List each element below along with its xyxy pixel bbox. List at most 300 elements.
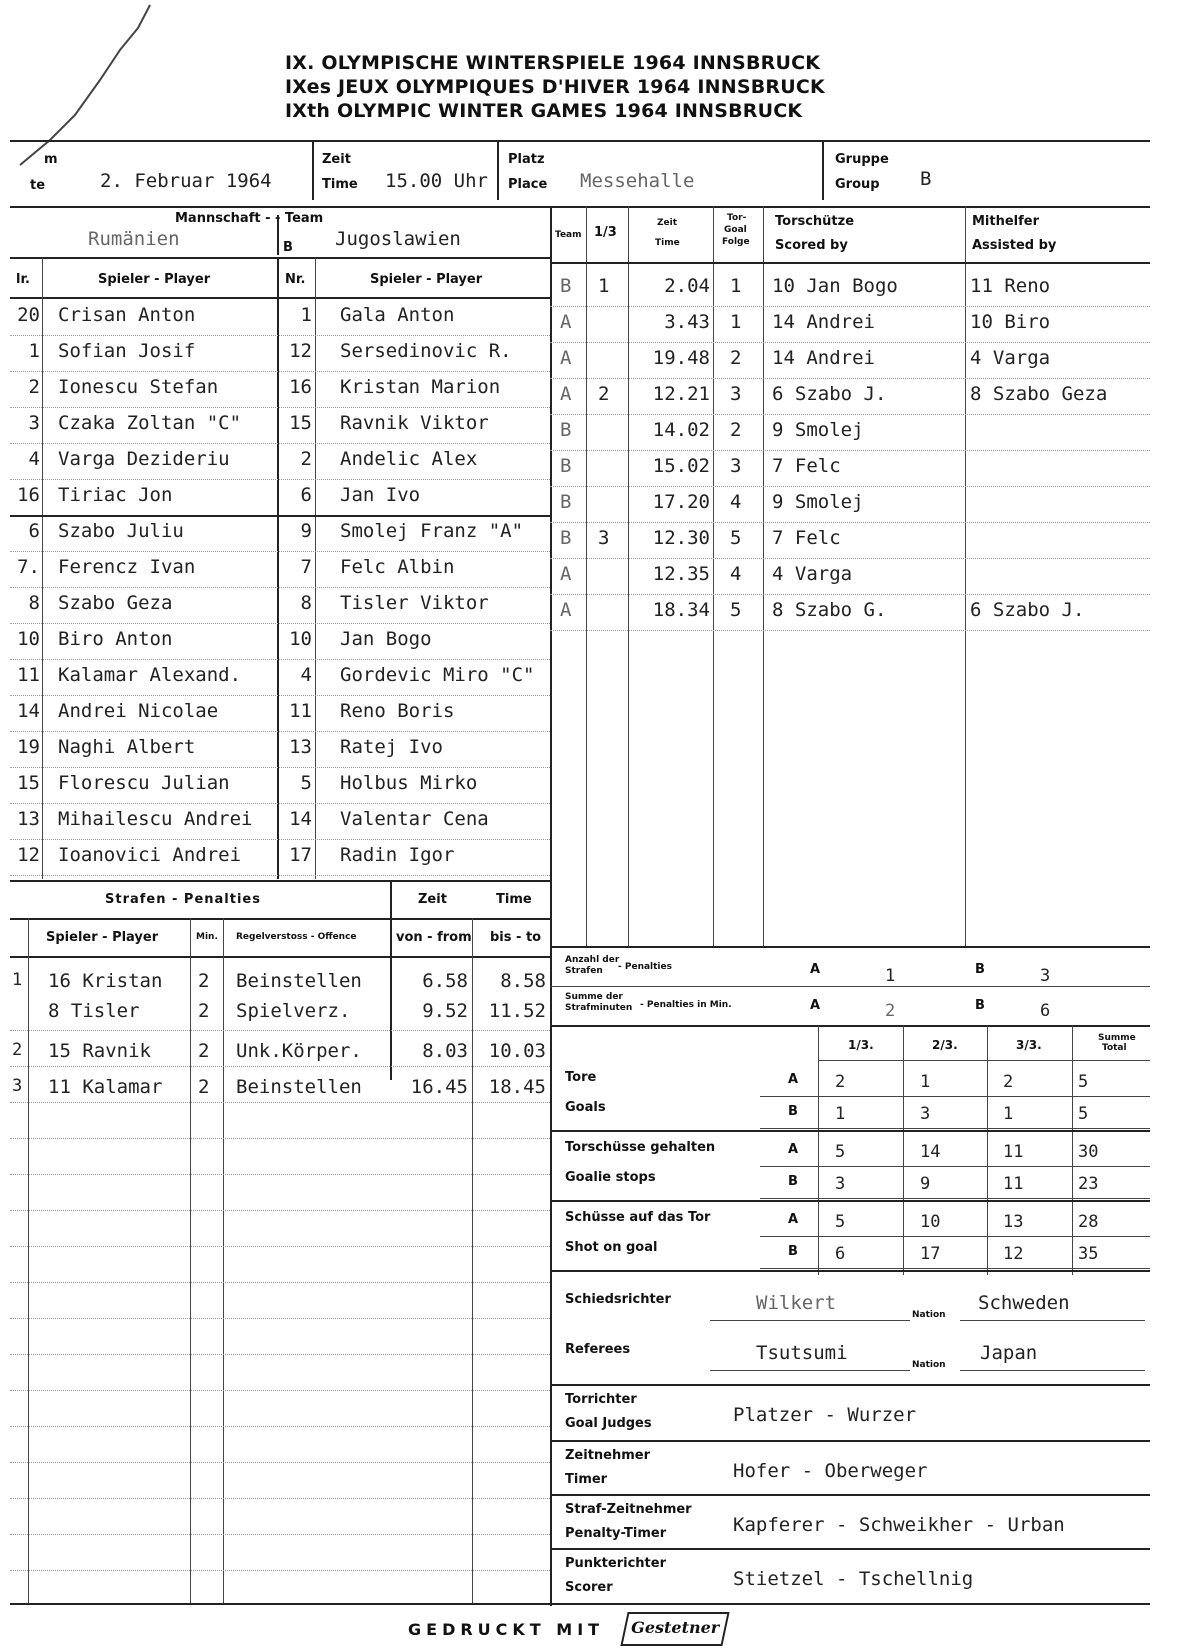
roster-a-number: 20 <box>17 304 40 326</box>
penalty-offence: Unk.Körper. <box>236 1040 362 1062</box>
goal-scored-by: 14 Andrei <box>772 311 875 333</box>
roster-a-number: 13 <box>17 808 40 830</box>
goal-row-divider <box>550 414 1150 415</box>
nation-label-1: Nation <box>912 1310 946 1320</box>
referee-label-en: Referees <box>565 1342 631 1357</box>
penalty-timer-label-de: Straf-Zeitnehmer <box>565 1502 692 1517</box>
penalties-offence-label: Regelverstoss - Offence <box>236 932 357 942</box>
penalty-minutes: 2 <box>198 1040 210 1062</box>
stats-team-letter: A <box>788 1212 799 1227</box>
roster-a-player: Biro Anton <box>58 628 173 650</box>
goal-team: A <box>560 311 572 333</box>
goal-folge: 2 <box>730 347 742 369</box>
gestetner-logo <box>620 1612 729 1646</box>
sum-b: 6 <box>1040 1001 1051 1021</box>
roster-row-divider <box>10 767 550 768</box>
officials-divider <box>550 1440 1150 1442</box>
roster-a-number: 19 <box>17 736 40 758</box>
roster-b-number: 9 <box>300 520 312 542</box>
penalty-to: 10.03 <box>488 1040 546 1062</box>
stats-label-en: Goals <box>565 1100 606 1115</box>
stats-value: 5 <box>1078 1072 1089 1092</box>
stats-p3: 3/3. <box>1016 1038 1042 1052</box>
goal-row-divider <box>550 522 1150 523</box>
stats-value: 23 <box>1078 1174 1099 1194</box>
goal-row-divider <box>550 306 1150 307</box>
goal-team: A <box>560 383 572 405</box>
title-line-fr: IXes JEUX OLYMPIQUES D'HIVER 1964 INNSBRUCK <box>285 76 825 98</box>
stats-row-divider <box>760 1268 1150 1269</box>
goal-scored-by: 8 Szabo G. <box>772 599 887 621</box>
sum-b-label: B <box>975 998 985 1013</box>
penalty-minutes: 2 <box>198 1000 210 1022</box>
timer-names: Hofer - Oberweger <box>733 1460 928 1482</box>
team-label: Mannschaft - - Team <box>175 211 324 226</box>
roster-b-player: Ravnik Viktor <box>340 412 489 434</box>
stats-row-divider <box>760 1096 1150 1097</box>
roster-b-number: 7 <box>300 556 312 578</box>
roster-row-divider <box>10 443 550 444</box>
roster-a-number: 15 <box>17 772 40 794</box>
roster-row-divider <box>10 551 550 552</box>
count-a-label: A <box>810 962 821 977</box>
goals-time-label: Time <box>655 238 680 248</box>
stats-value: 3 <box>920 1104 931 1124</box>
date-value: 2. Februar 1964 <box>100 170 272 192</box>
roster-b-player: Felc Albin <box>340 556 455 578</box>
penalty-offence: Spielverz. <box>236 1000 351 1022</box>
roster-a-number: 16 <box>17 484 40 506</box>
goal-assisted-by: 10 Biro <box>970 311 1051 333</box>
roster-b-player: Ratej Ivo <box>340 736 443 758</box>
roster-row-divider <box>10 695 550 696</box>
roster-row-divider <box>10 875 550 876</box>
penalty-row-divider <box>10 1210 550 1211</box>
sum-label-b: Strafminuten <box>565 1003 633 1013</box>
roster-b-player: Jan Bogo <box>340 628 432 650</box>
roster-a-number: 14 <box>17 700 40 722</box>
goals-zeit-label: Zeit <box>657 218 678 228</box>
nr-label-b: Nr. <box>285 272 306 287</box>
roster-b-number: 2 <box>300 448 312 470</box>
roster-a-player: Tiriac Jon <box>58 484 173 506</box>
penalties-title: Strafen - Penalties <box>105 892 261 907</box>
goal-time: 15.02 <box>652 455 710 477</box>
stats-label-de: Schüsse auf das Tor <box>565 1210 711 1225</box>
stats-value: 5 <box>835 1142 846 1162</box>
roster-b-number: 16 <box>289 376 312 398</box>
penalty-offence: Beinstellen <box>236 1076 362 1098</box>
penalty-row-divider <box>10 1318 550 1319</box>
goal-team: B <box>560 491 572 513</box>
goal-folge: 4 <box>730 491 742 513</box>
penalty-minutes: 2 <box>198 970 210 992</box>
penalties-to-label: bis - to <box>490 930 542 945</box>
team-b-letter: B <box>283 240 293 255</box>
scored-by-label: Scored by <box>775 238 848 253</box>
roster-a-number: 3 <box>28 412 40 434</box>
sum-label-c: - Penalties in Min. <box>640 1000 732 1010</box>
goal-folge: 1 <box>730 275 742 297</box>
penalty-from: 9.52 <box>422 1000 468 1022</box>
roster-a-number: 12 <box>17 844 40 866</box>
stats-value: 1 <box>835 1104 846 1124</box>
goals-goal-label: Goal <box>724 225 747 235</box>
penalty-row-divider <box>10 1246 550 1247</box>
roster-a-number: 6 <box>28 520 40 542</box>
referee-2-name: Tsutsumi <box>756 1342 848 1364</box>
roster-a-number: 2 <box>28 376 40 398</box>
roster-b-number: 17 <box>289 844 312 866</box>
printed-with-label: GEDRUCKT MIT <box>408 1620 605 1639</box>
penalty-minutes: 2 <box>198 1076 210 1098</box>
stats-team-letter: B <box>788 1174 798 1189</box>
roster-row-divider <box>10 479 550 480</box>
nr-label-a: lr. <box>16 272 30 287</box>
penalty-from: 6.58 <box>422 970 468 992</box>
penalty-row-divider <box>10 1030 550 1031</box>
penalty-row-divider <box>10 1354 550 1355</box>
roster-row-divider <box>10 839 550 840</box>
roster-b-number: 5 <box>300 772 312 794</box>
roster-b-number: 12 <box>289 340 312 362</box>
assisted-by-label: Assisted by <box>972 238 1057 253</box>
goal-time: 12.21 <box>652 383 710 405</box>
torschuetze-label: Torschütze <box>775 214 855 229</box>
stats-value: 2 <box>1003 1072 1014 1092</box>
goal-team: B <box>560 419 572 441</box>
count-label-c: - Penalties <box>618 962 672 972</box>
roster-b-number: 10 <box>289 628 312 650</box>
roster-b-number: 14 <box>289 808 312 830</box>
roster-a-player: Kalamar Alexand. <box>58 664 242 686</box>
stats-team-letter: A <box>788 1072 799 1087</box>
sum-a-label: A <box>810 998 821 1013</box>
penalty-row-divider <box>10 1570 550 1571</box>
roster-a-number: 7. <box>17 556 40 578</box>
roster-a-number: 4 <box>28 448 40 470</box>
goal-time: 19.48 <box>652 347 710 369</box>
goal-folge: 5 <box>730 599 742 621</box>
goals-team-label: Team <box>555 230 582 240</box>
penalty-from: 16.45 <box>410 1076 468 1098</box>
goal-time: 12.30 <box>652 527 710 549</box>
stats-value: 1 <box>1003 1104 1014 1124</box>
roster-b-number: 6 <box>300 484 312 506</box>
roster-a-player: Naghi Albert <box>58 736 196 758</box>
sum-label-a: Summe der <box>565 992 623 1002</box>
count-b-label: B <box>975 962 985 977</box>
goal-folge: 5 <box>730 527 742 549</box>
roster-b-player: Gordevic Miro "C" <box>340 664 535 686</box>
goal-folge: 3 <box>730 455 742 477</box>
penalty-to: 18.45 <box>488 1076 546 1098</box>
penalty-timer-names: Kapferer - Schweikher - Urban <box>733 1514 1065 1536</box>
referee-label-de: Schiedsrichter <box>565 1292 671 1307</box>
roster-a-player: Ferencz Ivan <box>58 556 196 578</box>
stats-label-en: Shot on goal <box>565 1240 658 1255</box>
date-label-b: te <box>30 178 46 193</box>
stats-label-de: Tore <box>565 1070 597 1085</box>
stats-value: 11 <box>1003 1142 1024 1162</box>
roster-a-player: Florescu Julian <box>58 772 230 794</box>
count-a: 1 <box>885 966 896 986</box>
goal-scored-by: 4 Varga <box>772 563 853 585</box>
penalty-row-divider <box>10 1102 550 1103</box>
roster-b-player: Kristan Marion <box>340 376 501 398</box>
penalty-player: 16 Kristan <box>48 970 163 992</box>
officials-divider <box>710 1320 910 1321</box>
goal-time: 18.34 <box>652 599 710 621</box>
roster-row-divider <box>10 515 550 517</box>
scorer-label-en: Scorer <box>565 1580 613 1595</box>
place-value: Messehalle <box>580 170 695 192</box>
goal-judges-label-de: Torrichter <box>565 1392 637 1407</box>
stats-value: 10 <box>920 1212 941 1232</box>
stats-row-divider <box>760 1166 1150 1167</box>
goals-tor-label: Tor- <box>727 213 747 223</box>
officials-divider <box>550 1384 1150 1386</box>
roster-row-divider <box>10 623 550 624</box>
stats-value: 2 <box>835 1072 846 1092</box>
title-line-de: IX. OLYMPISCHE WINTERSPIELE 1964 INNSBRUCK <box>285 52 821 74</box>
goal-team: A <box>560 599 572 621</box>
goal-scored-by: 10 Jan Bogo <box>772 275 898 297</box>
place-label: Place <box>508 177 548 192</box>
roster-b-number: 1 <box>300 304 312 326</box>
nation-label-2: Nation <box>912 1360 946 1370</box>
roster-b-number: 8 <box>300 592 312 614</box>
roster-b-player: Holbus Mirko <box>340 772 478 794</box>
stats-value: 30 <box>1078 1142 1099 1162</box>
goal-team: A <box>560 563 572 585</box>
stats-team-letter: A <box>788 1142 799 1157</box>
penalty-player: 11 Kalamar <box>48 1076 163 1098</box>
stats-value: 5 <box>1078 1104 1089 1124</box>
penalty-row-divider <box>10 1462 550 1463</box>
penalties-from-label: von - from <box>396 930 472 945</box>
penalties-time-label: Time <box>496 892 532 907</box>
goal-team: B <box>560 527 572 549</box>
roster-row-divider <box>10 803 550 804</box>
referee-1-name: Wilkert <box>756 1292 837 1314</box>
penalty-row-divider <box>10 1138 550 1139</box>
goal-assisted-by: 6 Szabo J. <box>970 599 1085 621</box>
stats-total-a: Summe <box>1098 1033 1136 1043</box>
group-value: B <box>920 168 932 190</box>
penalty-row-divider <box>10 1498 550 1499</box>
stats-p2: 2/3. <box>932 1038 958 1052</box>
officials-divider <box>960 1370 1145 1371</box>
goal-scored-by: 7 Felc <box>772 527 841 549</box>
stats-value: 28 <box>1078 1212 1099 1232</box>
count-label-b: Strafen <box>565 966 603 976</box>
roster-b-number: 15 <box>289 412 312 434</box>
date-label: m <box>44 152 58 167</box>
goal-row-divider <box>550 558 1150 559</box>
roster-b-number: 4 <box>300 664 312 686</box>
team-a-name: Rumänien <box>88 228 180 250</box>
roster-b-player: Radin Igor <box>340 844 455 866</box>
penalty-row-divider <box>10 1282 550 1283</box>
goal-team: A <box>560 347 572 369</box>
roster-b-player: Jan Ivo <box>340 484 421 506</box>
goal-scored-by: 9 Smolej <box>772 491 864 513</box>
roster-a-number: 11 <box>17 664 40 686</box>
goal-scored-by: 6 Szabo J. <box>772 383 887 405</box>
goal-scored-by: 14 Andrei <box>772 347 875 369</box>
roster-a-player: Ioanovici Andrei <box>58 844 242 866</box>
stats-value: 17 <box>920 1244 941 1264</box>
stats-value: 13 <box>1003 1212 1024 1232</box>
mithelfer-label: Mithelfer <box>972 214 1040 229</box>
roster-a-number: 8 <box>28 592 40 614</box>
roster-row-divider <box>10 731 550 732</box>
roster-b-player: Reno Boris <box>340 700 455 722</box>
roster-b-number: 11 <box>289 700 312 722</box>
timer-label-de: Zeitnehmer <box>565 1448 651 1463</box>
goal-folge: 4 <box>730 563 742 585</box>
stats-value: 5 <box>835 1212 846 1232</box>
goal-time: 12.35 <box>652 563 710 585</box>
stats-value: 14 <box>920 1142 941 1162</box>
scorer-names: Stietzel - Tschellnig <box>733 1568 974 1590</box>
goal-scored-by: 7 Felc <box>772 455 841 477</box>
penalty-row-divider <box>10 1174 550 1175</box>
stats-label-de: Torschüsse gehalten <box>565 1140 716 1155</box>
scorer-label-de: Punkterichter <box>565 1556 666 1571</box>
goals-third-label: 1/3 <box>594 225 617 240</box>
roster-a-player: Mihailescu Andrei <box>58 808 253 830</box>
player-label-a: Spieler - Player <box>98 272 211 287</box>
time-value: 15.00 Uhr <box>385 170 488 192</box>
roster-row-divider <box>10 371 550 372</box>
goal-assisted-by: 4 Varga <box>970 347 1051 369</box>
roster-a-player: Ionescu Stefan <box>58 376 219 398</box>
stats-total-b: Total <box>1102 1043 1127 1053</box>
penalties-min-label: Min. <box>196 932 218 942</box>
penalty-row-divider <box>10 1426 550 1427</box>
stats-block-divider <box>550 1130 1150 1132</box>
stats-value: 1 <box>920 1072 931 1092</box>
roster-b-player: Sersedinovic R. <box>340 340 512 362</box>
stats-value: 6 <box>835 1244 846 1264</box>
roster-a-player: Szabo Juliu <box>58 520 184 542</box>
roster-b-number: 13 <box>289 736 312 758</box>
referee-2-nation: Japan <box>980 1342 1038 1364</box>
goal-row-divider <box>550 594 1150 595</box>
penalty-period: 1 <box>12 970 23 990</box>
roster-row-divider <box>10 587 550 588</box>
time-label: Time <box>322 177 358 192</box>
penalty-player: 15 Ravnik <box>48 1040 151 1062</box>
roster-row-divider <box>10 335 550 336</box>
officials-divider <box>960 1320 1145 1321</box>
roster-a-player: Szabo Geza <box>58 592 173 614</box>
goal-third: 1 <box>598 275 610 297</box>
sum-a: 2 <box>885 1001 896 1021</box>
roster-row-divider <box>10 407 550 408</box>
goal-assisted-by: 8 Szabo Geza <box>970 383 1108 405</box>
goal-folge: 2 <box>730 419 742 441</box>
officials-divider <box>550 1494 1150 1496</box>
roster-a-player: Crisan Anton <box>58 304 196 326</box>
penalty-timer-label-en: Penalty-Timer <box>565 1526 667 1541</box>
penalty-from: 8.03 <box>422 1040 468 1062</box>
penalty-row-divider <box>10 1066 550 1067</box>
penalty-period: 3 <box>12 1076 23 1096</box>
penalty-to: 8.58 <box>500 970 546 992</box>
goal-folge: 1 <box>730 311 742 333</box>
title-line-en: IXth OLYMPIC WINTER GAMES 1964 INNSBRUCK <box>285 100 803 122</box>
timer-label-en: Timer <box>565 1472 608 1487</box>
stats-block-divider <box>550 1200 1150 1202</box>
penalty-period: 2 <box>12 1040 23 1060</box>
group-label: Group <box>835 177 880 192</box>
roster-a-player: Sofian Josif <box>58 340 196 362</box>
goal-row-divider <box>550 486 1150 487</box>
platz-label: Platz <box>508 152 545 167</box>
penalties-zeit-label: Zeit <box>418 892 447 907</box>
roster-b-player: Smolej Franz "A" <box>340 520 524 542</box>
count-b: 3 <box>1040 966 1051 986</box>
goal-time: 2.04 <box>664 275 710 297</box>
stats-p1: 1/3. <box>848 1038 874 1052</box>
goal-third: 2 <box>598 383 610 405</box>
goal-row-divider <box>550 342 1150 343</box>
penalty-player: 8 Tisler <box>48 1000 140 1022</box>
roster-b-player: Valentar Cena <box>340 808 489 830</box>
goal-third: 3 <box>598 527 610 549</box>
stats-value: 3 <box>835 1174 846 1194</box>
goal-time: 17.20 <box>652 491 710 513</box>
stats-value: 12 <box>1003 1244 1024 1264</box>
goals-folge-label: Folge <box>722 237 750 247</box>
stats-row-divider <box>760 1198 1150 1199</box>
roster-a-number: 10 <box>17 628 40 650</box>
goal-scored-by: 9 Smolej <box>772 419 864 441</box>
stats-row-divider <box>760 1128 1150 1129</box>
gruppe-label: Gruppe <box>835 152 889 167</box>
stats-team-letter: B <box>788 1104 798 1119</box>
stats-row-divider <box>760 1236 1150 1237</box>
player-label-b: Spieler - Player <box>370 272 483 287</box>
goal-row-divider <box>550 450 1150 451</box>
roster-a-player: Andrei Nicolae <box>58 700 219 722</box>
roster-b-player: Tisler Viktor <box>340 592 489 614</box>
penalty-row-divider <box>10 1390 550 1391</box>
goal-time: 14.02 <box>652 419 710 441</box>
roster-a-number: 1 <box>28 340 40 362</box>
penalty-offence: Beinstellen <box>236 970 362 992</box>
goal-team: B <box>560 455 572 477</box>
roster-a-player: Czaka Zoltan "C" <box>58 412 242 434</box>
stats-block-divider <box>550 1270 1150 1272</box>
goal-folge: 3 <box>730 383 742 405</box>
stats-label-en: Goalie stops <box>565 1170 656 1185</box>
roster-b-player: Andelic Alex <box>340 448 478 470</box>
stats-value: 11 <box>1003 1174 1024 1194</box>
zeit-label: Zeit <box>322 152 351 167</box>
stats-value: 35 <box>1078 1244 1099 1264</box>
roster-row-divider <box>10 659 550 660</box>
penalties-player-label: Spieler - Player <box>46 930 159 945</box>
officials-divider <box>550 1548 1150 1550</box>
team-b-name: Jugoslawien <box>335 228 461 250</box>
goal-time: 3.43 <box>664 311 710 333</box>
count-label-a: Anzahl der <box>565 955 620 965</box>
penalty-to: 11.52 <box>488 1000 546 1022</box>
